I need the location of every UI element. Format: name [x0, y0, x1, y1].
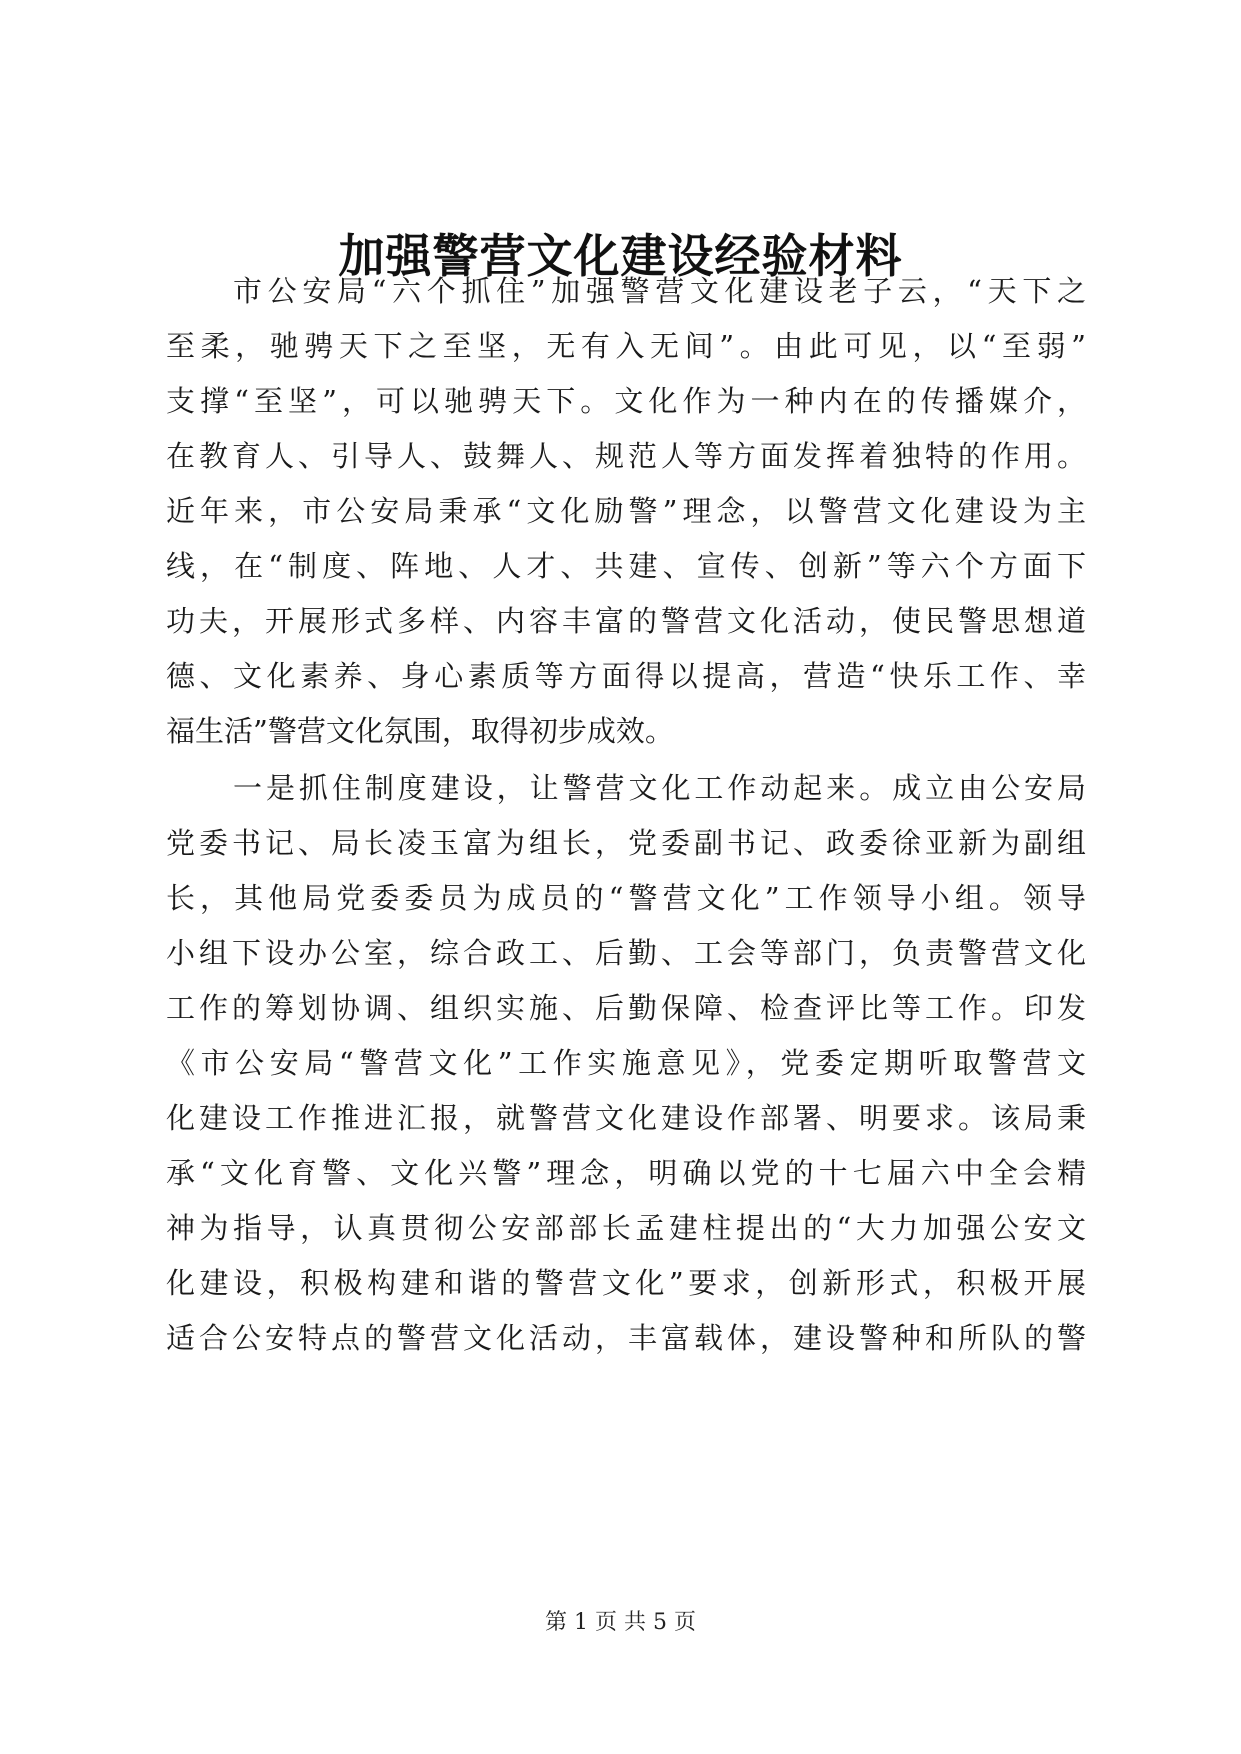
- paragraph-line: 在教育人、引导人、鼓舞人、规范人等方面发挥着独特的作用。: [166, 439, 1086, 473]
- paragraph-line: 党委书记、局长凌玉富为组长，党委副书记、政委徐亚新为副组: [166, 826, 1086, 860]
- paragraph-line: 一是抓住制度建设，让警营文化工作动起来。成立由公安局: [233, 771, 1086, 805]
- paragraph-line: 化建设，积极构建和谐的警营文化”要求，创新形式，积极开展: [166, 1266, 1086, 1300]
- paragraph-line: 德、文化素养、身心素质等方面得以提高，营造“快乐工作、幸: [166, 659, 1086, 693]
- paragraph-line: 工作的筹划协调、组织实施、后勤保障、检查评比等工作。印发: [166, 991, 1086, 1025]
- paragraph-line: 小组下设办公室，综合政工、后勤、工会等部门，负责警营文化: [166, 936, 1086, 970]
- paragraph-line: 承“文化育警、文化兴警”理念，明确以党的十七届六中全会精: [166, 1156, 1086, 1190]
- paragraph-line: 功夫，开展形式多样、内容丰富的警营文化活动，使民警思想道: [166, 604, 1086, 638]
- paragraph-line: 长，其他局党委委员为成员的“警营文化”工作领导小组。领导: [166, 881, 1086, 915]
- paragraph-line: 市公安局“六个抓住”加强警营文化建设老子云，“天下之: [233, 274, 1086, 308]
- paragraph-line: 适合公安特点的警营文化活动，丰富载体，建设警种和所队的警: [166, 1321, 1086, 1355]
- paragraph-line: 《市公安局“警营文化”工作实施意见》，党委定期听取警营文: [166, 1046, 1086, 1080]
- paragraph-line: 福生活”警营文化氛围，取得初步成效。: [166, 714, 674, 748]
- paragraph-line: 化建设工作推进汇报，就警营文化建设作部署、明要求。该局秉: [166, 1101, 1086, 1135]
- paragraph-line: 线，在“制度、阵地、人才、共建、宣传、创新”等六个方面下: [166, 549, 1086, 583]
- paragraph-line: 至柔，驰骋天下之至坚，无有入无间”。由此可见，以“至弱”: [166, 329, 1086, 363]
- paragraph-line: 神为指导，认真贯彻公安部部长孟建柱提出的“大力加强公安文: [166, 1211, 1086, 1245]
- document-title: 加强警营文化建设经验材料: [338, 229, 903, 283]
- page-footer: 第 1 页 共 5 页: [545, 1610, 696, 1635]
- paragraph-line: 近年来，市公安局秉承“文化励警”理念，以警营文化建设为主: [166, 494, 1086, 528]
- paragraph-line: 支撑“至坚”，可以驰骋天下。文化作为一种内在的传播媒介，: [166, 384, 1086, 418]
